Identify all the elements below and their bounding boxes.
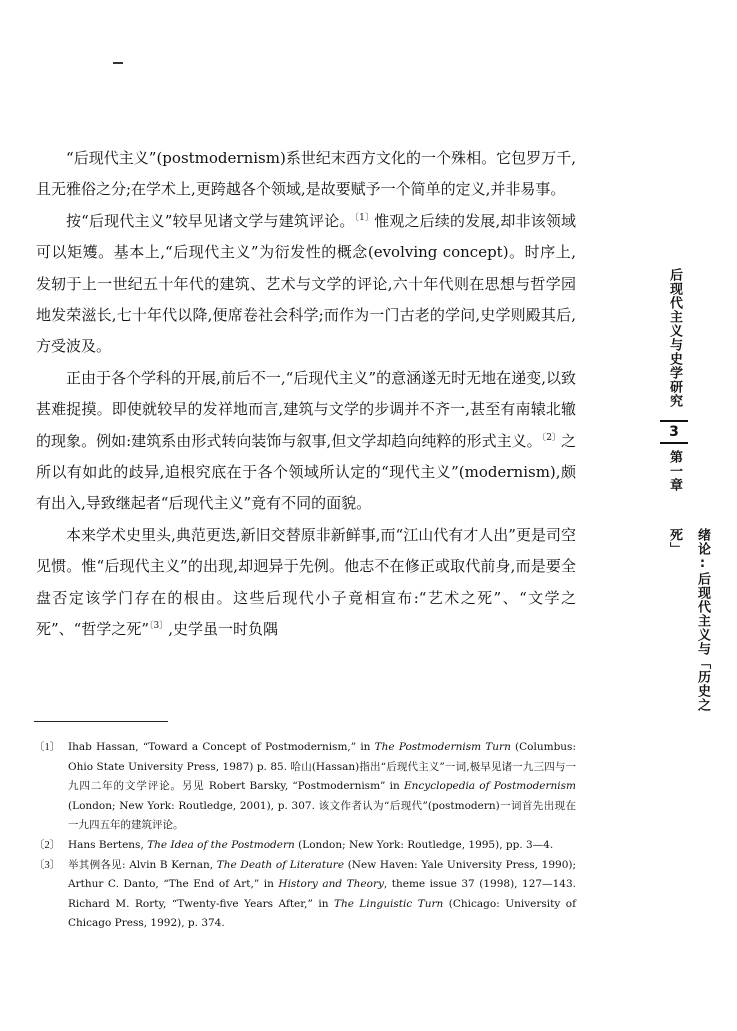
page-number: 3: [660, 420, 688, 444]
footnote-ref-2[interactable]: 〔2〕: [541, 432, 561, 443]
footnote-2: [34, 836, 576, 856]
main-text: [36, 143, 576, 646]
footnote-text: Hans Bertens, The Idea of the Postmodern (London; New York: Routledge, 1995), pp. 3—4.: [68, 838, 554, 851]
book-title: The Idea of the Postmodern: [147, 838, 295, 851]
paragraph-2: [36, 206, 576, 363]
running-header: [660, 268, 710, 728]
footnote-number: 〔3〕: [34, 859, 61, 871]
footnote-text: 举其例各见: Alvin B Kernan, The Death of Literature (New Haven: Yale University Press, 1990); Arthur C. Danto, “The End of Art,” in History and Theory, theme issue 37 (1998), 127—143. Richard M. Rorty, “Twenty-five Years After,” in The Linguistic Turn (Chicago: University of Chicago Press, 1992), p. 374.: [68, 858, 577, 930]
footnote-number: 〔2〕: [34, 839, 61, 851]
book-title: The Linguistic Turn: [333, 897, 444, 910]
book-title: Encyclopedia of Postmodernism: [403, 780, 576, 793]
paragraph-text: 正由于各个学科的开展,前后不一,“后现代主义”的意涵遂无时无地在递变,以致甚难捉摸。即使就较早的发祥地而言,建筑与文学的步调并不齐一,甚至有南辕北辙的现象。例如:建筑系由形式转向装饰与叙事,但文学却趋向纯粹的形式主义。: [36, 368, 576, 450]
paragraph-text: “后现代主义”(postmodernism)系世纪末西方文化的一个殊相。它包罗万千,且无雅俗之分;在学术上,更跨越各个领域,是故要赋予一个简单的定义,并非易事。: [36, 149, 576, 199]
footnote-text: Ihab Hassan, “Toward a Concept of Postmodernism,” in The Postmodernism Turn (Columbus: Ohio State University Press, 1987) p. 85. 哈山(Hassan)指出“后现代主义”一词,极早见诸一九三四与一九四二年的文学评论。另见 Robert Barsky, “Postmodernism” in Encyclopedia of Postmodernism (London; New York: Routledge, 2001), p. 307. 该文作者认为“后现代”(postmodern)一词首先出现在一九四五年的建筑评论。: [68, 741, 576, 832]
paragraph-text: ,史学虽一时负隅: [168, 620, 279, 639]
paragraph-4: [36, 520, 576, 646]
paragraph-text: 按“后现代主义”较早见诸文学与建筑评论。: [66, 211, 355, 230]
footnote-ref-3[interactable]: 〔3〕: [149, 621, 169, 632]
footnote-number: 〔1〕: [34, 742, 61, 753]
paragraph-3: [36, 363, 576, 520]
running-chapter: 第一章: [667, 450, 682, 492]
journal-title: History and Theory: [278, 878, 384, 891]
paragraph-text: 惟观之后续的发展,却非该领域可以矩矱。基本上,“后现代主义”为衍发性的概念(evolving concept)。时序上,发轫于上一世纪五十年代的建筑、艺术与文学的评论,六十年代则在思想与哲学园地发荣滋长,七十年代以降,便席卷社会科学;而作为一门古老的学问,史学则殿其后,方受波及。: [36, 211, 576, 356]
footnote-1: [34, 738, 576, 836]
paragraph-1: [36, 143, 576, 206]
scan-mark: [113, 62, 123, 64]
running-book-title: 后现代主义与史学研究: [667, 268, 682, 408]
paragraph-text: 本来学术史里头,典范更迭,新旧交替原非新鲜事,而“江山代有才人出”更是司空见惯。惟“后现代主义”的出现,却迥异于先例。他志不在修正或取代前身,而是要全盘否定该学门存在的根由。这些后现代小子竟相宣布:“艺术之死”、“文学之死”、“哲学之死”: [36, 525, 576, 639]
footnotes: [34, 738, 576, 934]
footnote-ref-1[interactable]: 〔1〕: [354, 212, 375, 223]
footnote-divider: [34, 721, 168, 722]
running-chapter-title: 绪论:后现代主义与「历史之死」: [667, 528, 710, 712]
book-title: The Postmodernism Turn: [374, 741, 511, 753]
footnote-3: [34, 856, 576, 934]
book-title: The Death of Literature: [216, 858, 345, 871]
paragraph-text: 之所以有如此的歧异,追根究底在于各个领域所认定的“现代主义”(modernism),颇有出入,导致继起者“后现代主义”竟有不同的面貌。: [36, 431, 577, 513]
